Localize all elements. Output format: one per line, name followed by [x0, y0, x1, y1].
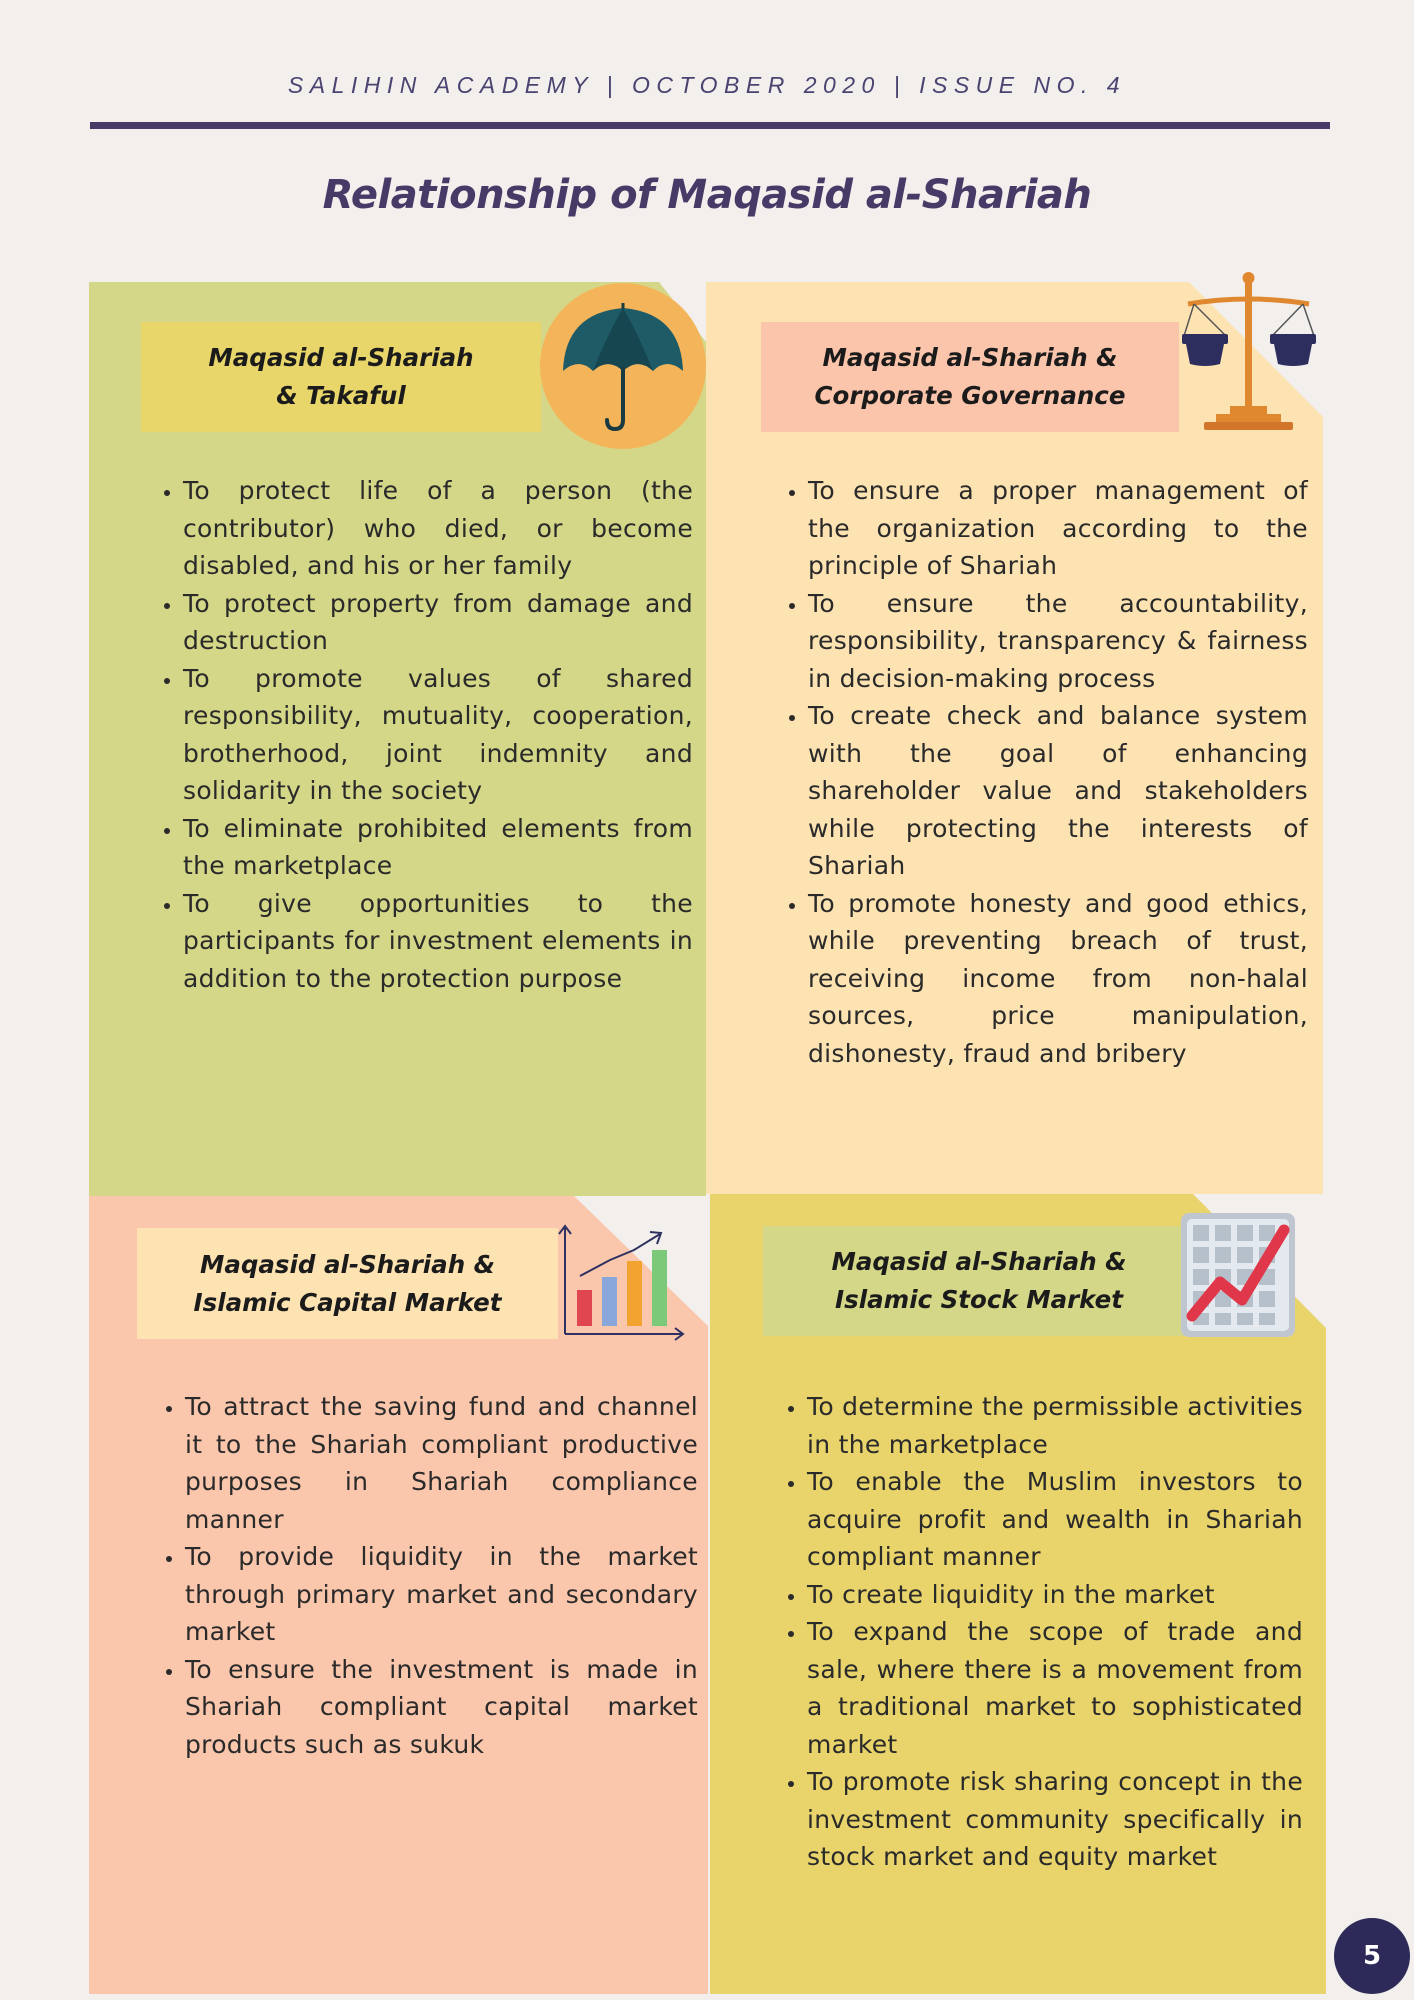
stock-market-label-line2: Islamic Stock Market: [835, 1285, 1123, 1314]
list-item: • To protect property from damage and destruction: [183, 585, 693, 660]
list-item: • To enable the Muslim investors to acquire profit and wealth in Shariah compliant manner: [807, 1463, 1303, 1576]
page-number-badge: 5: [1334, 1918, 1410, 1994]
stock-market-bullet-list: [770, 1388, 1303, 1876]
list-item: • To promote risk sharing concept in the investment community specifically in stock market and equity market: [807, 1763, 1303, 1876]
list-item: • To attract the saving fund and channel it to the Shariah compliant productive purposes in Shariah compliance manner: [185, 1388, 698, 1538]
capital-market-label: [137, 1228, 558, 1339]
list-item: • To expand the scope of trade and sale, where there is a movement from a traditional market to sophisticated market: [807, 1613, 1303, 1763]
list-item: • To give opportunities to the participants for investment elements in addition to the protection purpose: [183, 885, 693, 998]
list-item: • To eliminate prohibited elements from the marketplace: [183, 810, 693, 885]
balance-scale-icon: [1180, 272, 1317, 432]
capital-market-label-line1: Maqasid al-Shariah &: [199, 1249, 496, 1279]
capital-market-bullet-list: [148, 1388, 698, 1763]
takaful-label-line1: Maqasid al-Shariah: [208, 343, 474, 372]
takaful-label-line2: & Takaful: [276, 381, 406, 410]
corporate-governance-label: [761, 322, 1179, 432]
list-item: • To ensure the accountability, responsibility, transparency & fairness in decision-making process: [808, 585, 1308, 698]
corporate-governance-label-line2: Corporate Governance: [814, 381, 1126, 410]
page-title: Relationship of Maqasid al-Shariah: [322, 172, 1092, 218]
corporate-governance-bullet-list: [771, 472, 1308, 1072]
list-item: • To ensure the investment is made in Shariah compliant capital market products such as sukuk: [185, 1651, 698, 1764]
takaful-label: [141, 322, 541, 432]
list-item: • To promote honesty and good ethics, while preventing breach of trust, receiving income from non-halal sources, price manipulation, dishonesty, fraud and bribery: [808, 885, 1308, 1073]
header-divider: [90, 122, 1330, 129]
list-item: • To determine the permissible activities in the marketplace: [807, 1388, 1303, 1463]
list-item: • To promote values of shared responsibility, mutuality, cooperation, brotherhood, joint indemnity and solidarity in the society: [183, 660, 693, 810]
stock-chart-icon: [1180, 1212, 1296, 1338]
list-item: • To protect life of a person (the contributor) who died, or become disabled, and his or her family: [183, 472, 693, 585]
masthead: SALIHIN ACADEMY | OCTOBER 2020 | ISSUE NO. 4: [287, 72, 1127, 98]
list-item: • To create check and balance system with the goal of enhancing shareholder value and stakeholders while protecting the interests of Shariah: [808, 697, 1308, 885]
corporate-governance-label-line1: Maqasid al-Shariah &: [822, 343, 1118, 372]
list-item: • To provide liquidity in the market through primary market and secondary market: [185, 1538, 698, 1651]
umbrella-icon: [540, 283, 707, 450]
takaful-bullet-list: [146, 472, 693, 997]
stock-market-label: [763, 1226, 1195, 1336]
list-item: • To ensure a proper management of the organization according to the principle of Shariah: [808, 472, 1308, 585]
capital-market-label-line2: Islamic Capital Market: [193, 1287, 502, 1317]
growth-chart-icon: [556, 1220, 688, 1342]
stock-market-label-line1: Maqasid al-Shariah &: [831, 1247, 1127, 1276]
list-item: • To create liquidity in the market: [807, 1576, 1303, 1614]
